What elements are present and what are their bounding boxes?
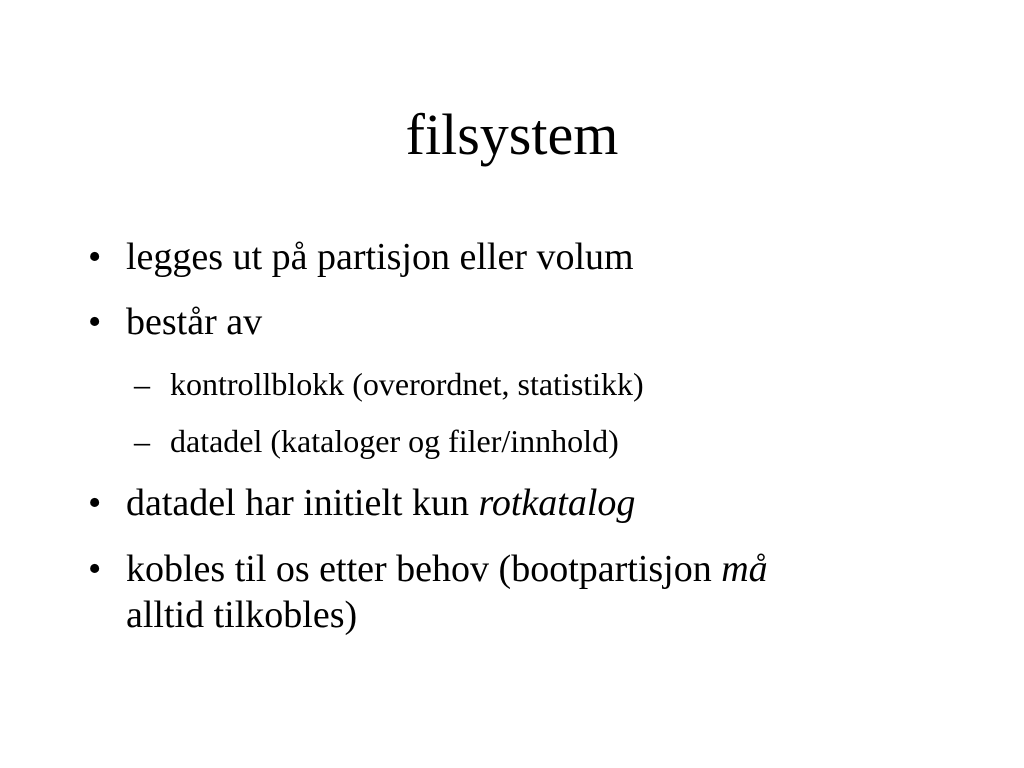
- sub-bullet-text: datadel (kataloger og filer/innhold): [170, 423, 619, 459]
- bullet-text: [126, 546, 946, 638]
- bullet-text: består av: [126, 301, 263, 343]
- slide-title: filsystem: [405, 102, 619, 167]
- bullet-text-plain: datadel har initielt kun: [126, 482, 479, 524]
- bullet-text-emphasis: må: [721, 548, 768, 590]
- sub-bullet-text: kontrollblokk (overordnet, statistikk): [170, 366, 644, 402]
- bullet-marker: •: [88, 482, 102, 524]
- bullet-marker: •: [88, 301, 102, 343]
- bullet-text: [126, 480, 946, 526]
- bullet-text: legges ut på partisjon eller volum: [126, 236, 634, 278]
- bullet-text-plain: kobles til os etter behov (bootpartisjon: [126, 548, 722, 590]
- bullet-marker: •: [88, 236, 102, 278]
- sub-bullet-marker: –: [134, 423, 150, 459]
- bullet-marker: •: [88, 548, 102, 590]
- sub-bullet-marker: –: [134, 366, 150, 402]
- bullet-text-continuation: alltid tilkobles): [126, 594, 358, 636]
- bullet-text-emphasis: rotkatalog: [478, 482, 636, 524]
